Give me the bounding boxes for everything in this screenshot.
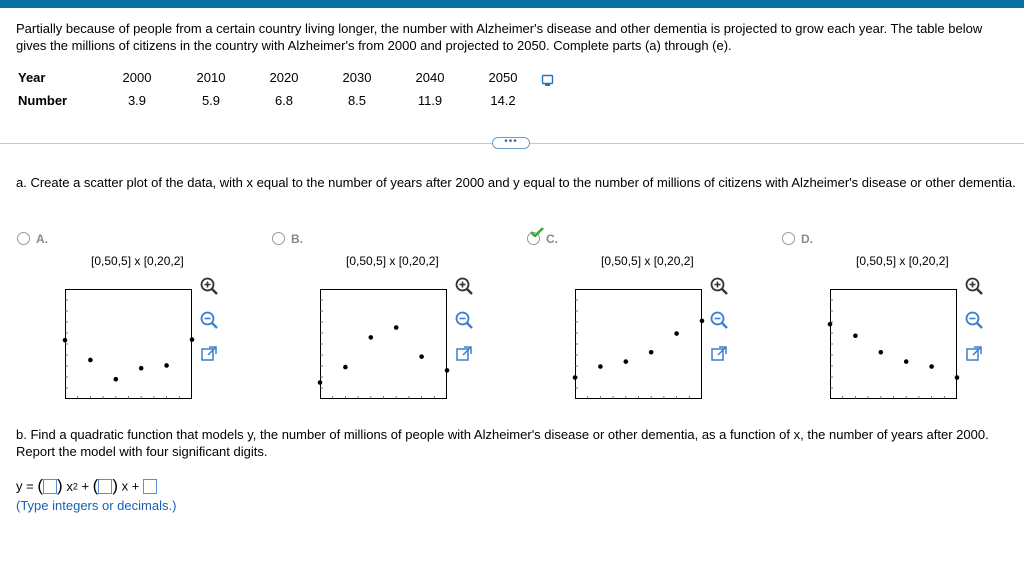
answer-format-hint: (Type integers or decimals.)	[16, 498, 177, 513]
zoom-out-icon[interactable]	[454, 310, 474, 330]
option-d[interactable]	[782, 232, 1012, 412]
problem-intro: Partially because of people from a certain country living longer, the number with Alzheimer's disease and other dementia is projected to grow each year. The table below gives the millions of citizens in the country with Alzheimer's from 2000 and projected to 2050. Complete parts (a) through (e).	[16, 21, 983, 53]
option-c[interactable]	[527, 232, 757, 412]
number-cell: 6.8	[274, 93, 294, 108]
copy-icon[interactable]	[541, 74, 555, 88]
option-b[interactable]	[272, 232, 502, 412]
option-d-radio[interactable]	[782, 232, 795, 245]
part-b-prompt: b. Find a quadratic function that models y, the number of millions of people with Alzheimer's disease or other dementia, as a function of x, the number of years after 2000. Report the model with four significant digits.	[16, 427, 989, 459]
scatter-point	[598, 364, 603, 369]
scatter-point	[419, 354, 424, 359]
constant-c-input[interactable]	[143, 479, 157, 494]
scatter-point	[190, 337, 195, 342]
year-cell: 2030	[342, 70, 372, 85]
close-paren: )	[112, 476, 119, 495]
year-cell: 2050	[488, 70, 518, 85]
x-term: x +	[121, 478, 140, 494]
plot-frame	[321, 290, 447, 399]
number-header: Number	[18, 93, 68, 108]
scatter-point	[879, 350, 884, 355]
option-c-letter: C.	[546, 232, 558, 246]
option-b-window: [0,50,5] x [0,20,2]	[346, 254, 439, 268]
scatter-point	[853, 333, 858, 338]
scatter-point	[700, 319, 705, 324]
year-cell: 2000	[122, 70, 152, 85]
zoom-out-icon[interactable]	[709, 310, 729, 330]
coefficient-a-input[interactable]	[43, 479, 57, 494]
number-cell: 8.5	[347, 93, 367, 108]
show-more-button[interactable]: •••	[492, 137, 530, 149]
year-cell: 2010	[196, 70, 226, 85]
scatter-point	[139, 366, 144, 371]
scatter-point	[318, 380, 323, 385]
number-cell: 3.9	[127, 93, 147, 108]
scatter-point	[674, 331, 679, 336]
option-c-window: [0,50,5] x [0,20,2]	[601, 254, 694, 268]
scatter-point	[88, 358, 93, 363]
quadratic-answer-line	[16, 476, 157, 500]
option-b-radio[interactable]	[272, 232, 285, 245]
plus-sign: +	[81, 478, 90, 494]
equation-lhs: y =	[16, 478, 34, 494]
checkmark-icon	[530, 227, 544, 237]
option-a-letter: A.	[36, 232, 48, 246]
part-a-prompt: a. Create a scatter plot of the data, with x equal to the number of years after 2000 and y equal to the number of millions of citizens with Alzheimer's disease or other dementia.	[16, 175, 1016, 190]
open-paren: (	[37, 476, 44, 495]
plot-frame	[831, 290, 957, 399]
scatter-point	[343, 365, 348, 370]
x-squared-term: x2	[66, 479, 78, 495]
plot-frame	[66, 290, 192, 399]
number-cell: 14.2	[490, 93, 516, 108]
scatter-point	[369, 335, 374, 340]
option-d-letter: D.	[801, 232, 813, 246]
scatter-point	[929, 364, 934, 369]
scatter-point	[904, 359, 909, 364]
option-b-scatter-plot	[320, 289, 447, 399]
scatter-point	[649, 350, 654, 355]
scatter-point	[394, 325, 399, 330]
close-paren: )	[57, 476, 63, 495]
scatter-point	[624, 359, 629, 364]
year-cell: 2020	[269, 70, 299, 85]
zoom-out-icon[interactable]	[964, 310, 984, 330]
popout-icon[interactable]	[964, 344, 984, 364]
year-cell: 2040	[415, 70, 445, 85]
scatter-point	[445, 368, 450, 373]
option-b-letter: B.	[291, 232, 303, 246]
popout-icon[interactable]	[454, 344, 474, 364]
open-paren: (	[92, 476, 99, 495]
number-cell: 11.9	[417, 93, 443, 108]
scatter-point	[828, 322, 833, 327]
option-a[interactable]	[17, 232, 247, 412]
scatter-point	[955, 375, 960, 380]
option-a-radio[interactable]	[17, 232, 30, 245]
number-cell: 5.9	[201, 93, 221, 108]
zoom-in-icon[interactable]	[199, 276, 219, 296]
zoom-out-icon[interactable]	[199, 310, 219, 330]
zoom-in-icon[interactable]	[709, 276, 729, 296]
option-a-scatter-plot	[65, 289, 192, 399]
coefficient-b-input[interactable]	[98, 479, 112, 494]
scatter-point	[573, 375, 578, 380]
scatter-point	[114, 377, 119, 382]
option-c-scatter-plot	[575, 289, 702, 399]
option-a-window: [0,50,5] x [0,20,2]	[91, 254, 184, 268]
popout-icon[interactable]	[199, 344, 219, 364]
zoom-in-icon[interactable]	[964, 276, 984, 296]
scatter-point	[164, 363, 169, 368]
top-accent-bar	[0, 0, 1024, 8]
popout-icon[interactable]	[709, 344, 729, 364]
scatter-point	[63, 338, 68, 343]
zoom-in-icon[interactable]	[454, 276, 474, 296]
year-header: Year	[18, 70, 46, 85]
option-d-window: [0,50,5] x [0,20,2]	[856, 254, 949, 268]
option-d-scatter-plot	[830, 289, 957, 399]
plot-frame	[576, 290, 702, 399]
